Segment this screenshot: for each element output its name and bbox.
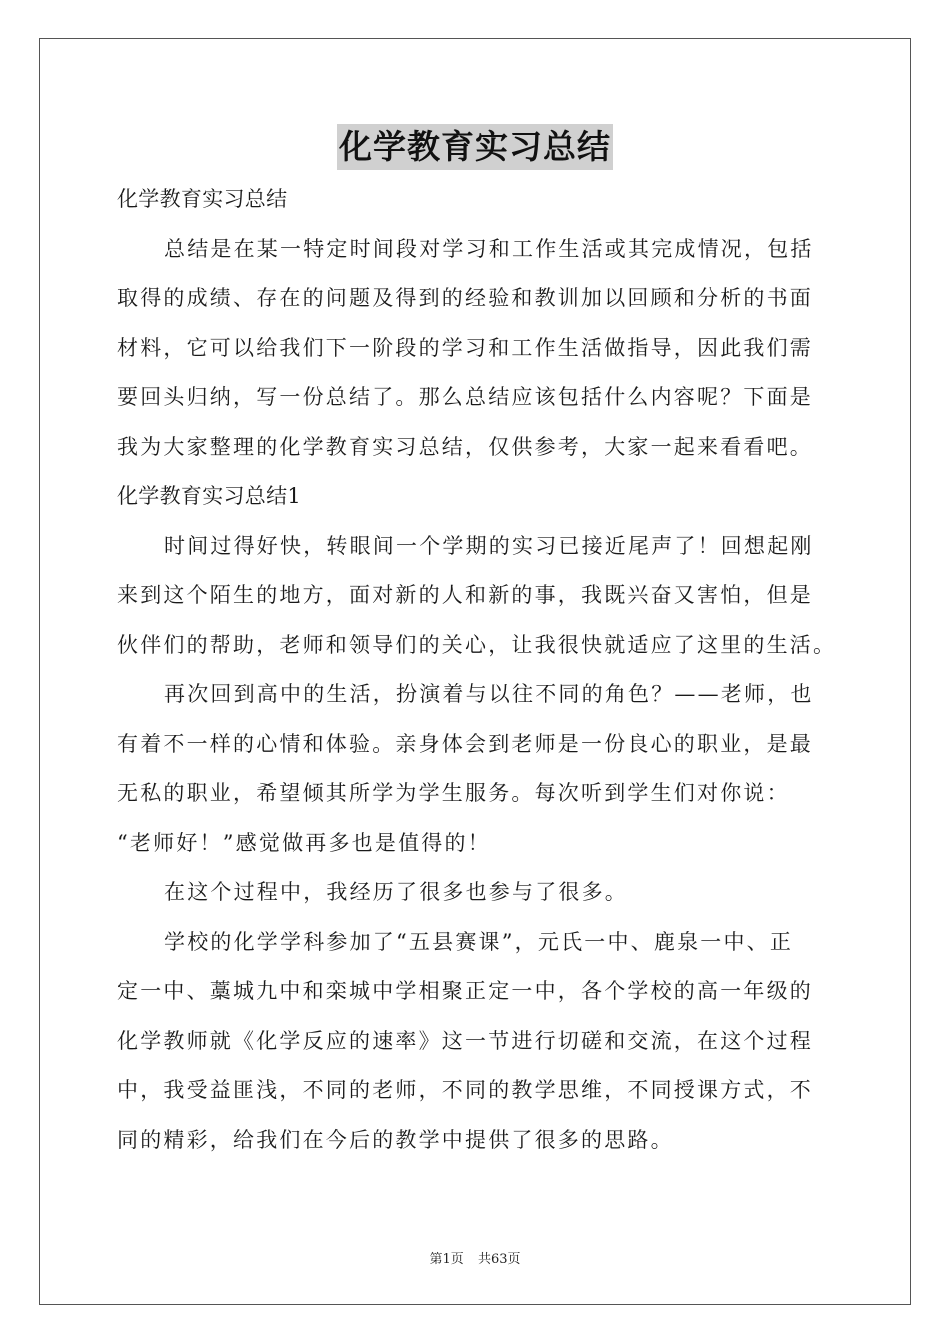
- paragraph-line: 时间过得好快，转眼间一个学期的实习已接近尾声了！回想起刚: [164, 533, 814, 558]
- paragraph-line: 定一中、藁城九中和栾城中学相聚正定一中，各个学校的高一年级的: [117, 979, 813, 1003]
- paragraph-3: [117, 868, 837, 918]
- paragraph-line: 同的精彩，给我们在今后的教学中提供了很多的思路。: [117, 1127, 674, 1152]
- document-title: 化学教育实习总结: [337, 124, 613, 170]
- paragraph-4: [117, 918, 837, 1166]
- paragraph-1: [117, 522, 837, 671]
- paragraph-line: 无私的职业，希望倾其所学为学生服务。每次听到学生们对你说：: [117, 781, 790, 805]
- paragraph-line: 总结是在某一特定时间段对学习和工作生活或其完成情况，包括: [164, 236, 814, 261]
- paragraph-line: 中，我受益匪浅，不同的老师，不同的教学思维，不同授课方式，不: [117, 1078, 813, 1102]
- paragraph-line: 在这个过程中，我经历了很多也参与了很多。: [164, 880, 628, 904]
- paragraph-line: “老师好！”感觉做再多也是值得的！: [117, 830, 491, 855]
- paragraph-line: 伙伴们的帮助，老师和领导们的关心，让我很快就适应了这里的生活。: [117, 632, 837, 657]
- page-number: 第1页: [429, 1252, 464, 1267]
- paragraph-2: [117, 670, 837, 868]
- paragraph-line: 取得的成绩、存在的问题及得到的经验和教训加以回顾和分析的书面: [117, 286, 813, 310]
- paragraph-line: 学校的化学学科参加了“五县赛课”，元氏一中、鹿泉一中、正: [164, 929, 794, 954]
- paragraph-line: 化学教师就《化学反应的速率》这一节进行切磋和交流，在这个过程: [117, 1028, 813, 1053]
- paragraph-line: 要回头归纳，写一份总结了。那么总结应该包括什么内容呢？下面是: [117, 385, 813, 409]
- paragraph-line: 有着不一样的心情和体验。亲身体会到老师是一份良心的职业，是最: [117, 731, 813, 756]
- paragraph-line: 材料，它可以给我们下一阶段的学习和工作生活做指导，因此我们需: [117, 335, 813, 360]
- document-body: [117, 175, 837, 1165]
- intro-paragraph: [117, 225, 837, 473]
- paragraph-line: 再次回到高中的生活，扮演着与以往不同的角色？——老师，也: [164, 682, 814, 706]
- section-heading: 化学教育实习总结1: [117, 484, 302, 508]
- paragraph-line: 来到这个陌生的地方，面对新的人和新的事，我既兴奋又害怕，但是: [117, 583, 813, 607]
- title-container: [0, 124, 950, 170]
- document-subtitle: 化学教育实习总结: [117, 187, 288, 211]
- page-footer: [0, 1248, 950, 1267]
- page-total: 共63页: [477, 1252, 521, 1267]
- paragraph-line: 我为大家整理的化学教育实习总结，仅供参考，大家一起来看看吧。: [117, 434, 813, 459]
